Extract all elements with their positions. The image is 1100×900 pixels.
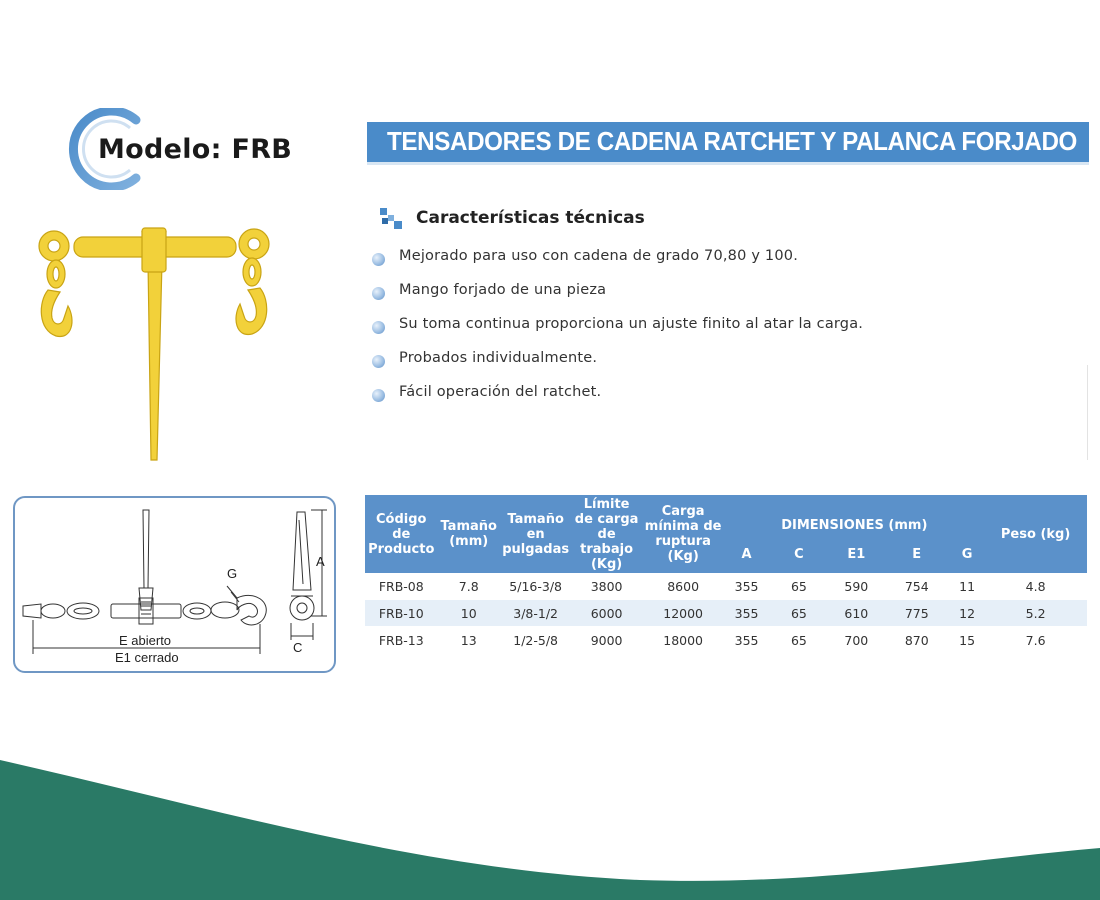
list-item — [370, 248, 863, 282]
table-cell: 590 — [829, 573, 883, 600]
page-title-bar — [367, 122, 1089, 165]
feature-text: Probados individualmente. — [399, 350, 598, 366]
table-cell: 3/8-1/2 — [500, 600, 571, 627]
table-cell: 10 — [438, 600, 500, 627]
col-header-dimensions: DIMENSIONES (mm) — [724, 495, 984, 535]
bullet-icon — [372, 253, 385, 266]
table-cell: FRB-10 — [365, 600, 438, 627]
table-row — [365, 573, 1087, 600]
col-header-code: Código de Producto — [365, 495, 438, 573]
bullet-icon — [372, 321, 385, 334]
table-cell: 3800 — [571, 573, 641, 600]
col-header-e: E — [884, 535, 950, 573]
table-cell: 775 — [884, 600, 950, 627]
table-cell: FRB-13 — [365, 627, 438, 654]
table-cell: 15 — [950, 627, 984, 654]
col-header-mbl: Carga mínima de ruptura (Kg) — [642, 495, 725, 573]
table-cell: 65 — [769, 627, 829, 654]
table-cell: 754 — [884, 573, 950, 600]
list-item — [370, 384, 863, 418]
feature-text: Fácil operación del ratchet. — [399, 384, 602, 400]
bullet-icon — [372, 287, 385, 300]
table-cell: 12000 — [642, 600, 725, 627]
table-cell: 11 — [950, 573, 984, 600]
features-title: Características técnicas — [416, 208, 645, 228]
table-row — [365, 627, 1087, 654]
table-cell: 355 — [724, 600, 768, 627]
col-header-c: C — [769, 535, 829, 573]
col-header-g: G — [950, 535, 984, 573]
col-header-a: A — [724, 535, 768, 573]
list-item — [370, 350, 863, 384]
table-cell: 7.8 — [438, 573, 500, 600]
col-header-e1: E1 — [829, 535, 883, 573]
feature-list — [370, 248, 863, 418]
col-header-size-in: Tamaño en pulgadas — [500, 495, 571, 573]
table-cell: 13 — [438, 627, 500, 654]
dimension-diagram — [13, 496, 336, 673]
table-cell: 4.8 — [984, 573, 1087, 600]
table-cell: FRB-08 — [365, 573, 438, 600]
bullet-icon — [372, 355, 385, 368]
feature-text: Mango forjado de una pieza — [399, 282, 607, 298]
table-cell: 5/16-3/8 — [500, 573, 571, 600]
dimension-label-e: E abierto — [119, 633, 172, 648]
col-header-wll: Límite de carga de trabajo (Kg) — [571, 495, 641, 573]
table-cell: 870 — [884, 627, 950, 654]
footer-wave — [0, 740, 1100, 900]
table-cell: 12 — [950, 600, 984, 627]
table-cell: 6000 — [571, 600, 641, 627]
list-item — [370, 282, 863, 316]
binder-diagram-drawing — [15, 498, 334, 671]
table-cell: 700 — [829, 627, 883, 654]
dimension-label-g: G — [227, 566, 238, 581]
col-header-weight: Peso (kg) — [984, 495, 1087, 573]
table-row — [365, 600, 1087, 627]
table-cell: 65 — [769, 573, 829, 600]
table-cell: 5.2 — [984, 600, 1087, 627]
dimension-label-c: C — [293, 640, 303, 655]
table-cell: 7.6 — [984, 627, 1087, 654]
table-cell: 8600 — [642, 573, 725, 600]
table-cell: 610 — [829, 600, 883, 627]
table-cell: 65 — [769, 600, 829, 627]
dimension-label-e1: E1 cerrado — [115, 650, 179, 665]
squares-icon — [380, 208, 404, 230]
dimension-label-a: A — [316, 554, 325, 569]
product-image — [34, 222, 274, 464]
list-item — [370, 316, 863, 350]
spec-table — [365, 495, 1087, 654]
divider — [1087, 365, 1088, 460]
table-cell: 18000 — [642, 627, 725, 654]
model-title: Modelo: FRB — [98, 134, 293, 165]
feature-text: Su toma continua proporciona un ajuste finito al atar la carga. — [399, 316, 864, 332]
feature-text: Mejorado para uso con cadena de grado 70,80 y 100. — [399, 248, 799, 264]
model-logo — [64, 108, 294, 190]
table-cell: 1/2-5/8 — [500, 627, 571, 654]
table-cell: 9000 — [571, 627, 641, 654]
page-title: TENSADORES DE CADENA RATCHET Y PALANCA FORJADO — [387, 126, 1077, 156]
col-header-size-mm: Tamaño (mm) — [438, 495, 500, 573]
table-cell: 355 — [724, 573, 768, 600]
bullet-icon — [372, 389, 385, 402]
table-cell: 355 — [724, 627, 768, 654]
